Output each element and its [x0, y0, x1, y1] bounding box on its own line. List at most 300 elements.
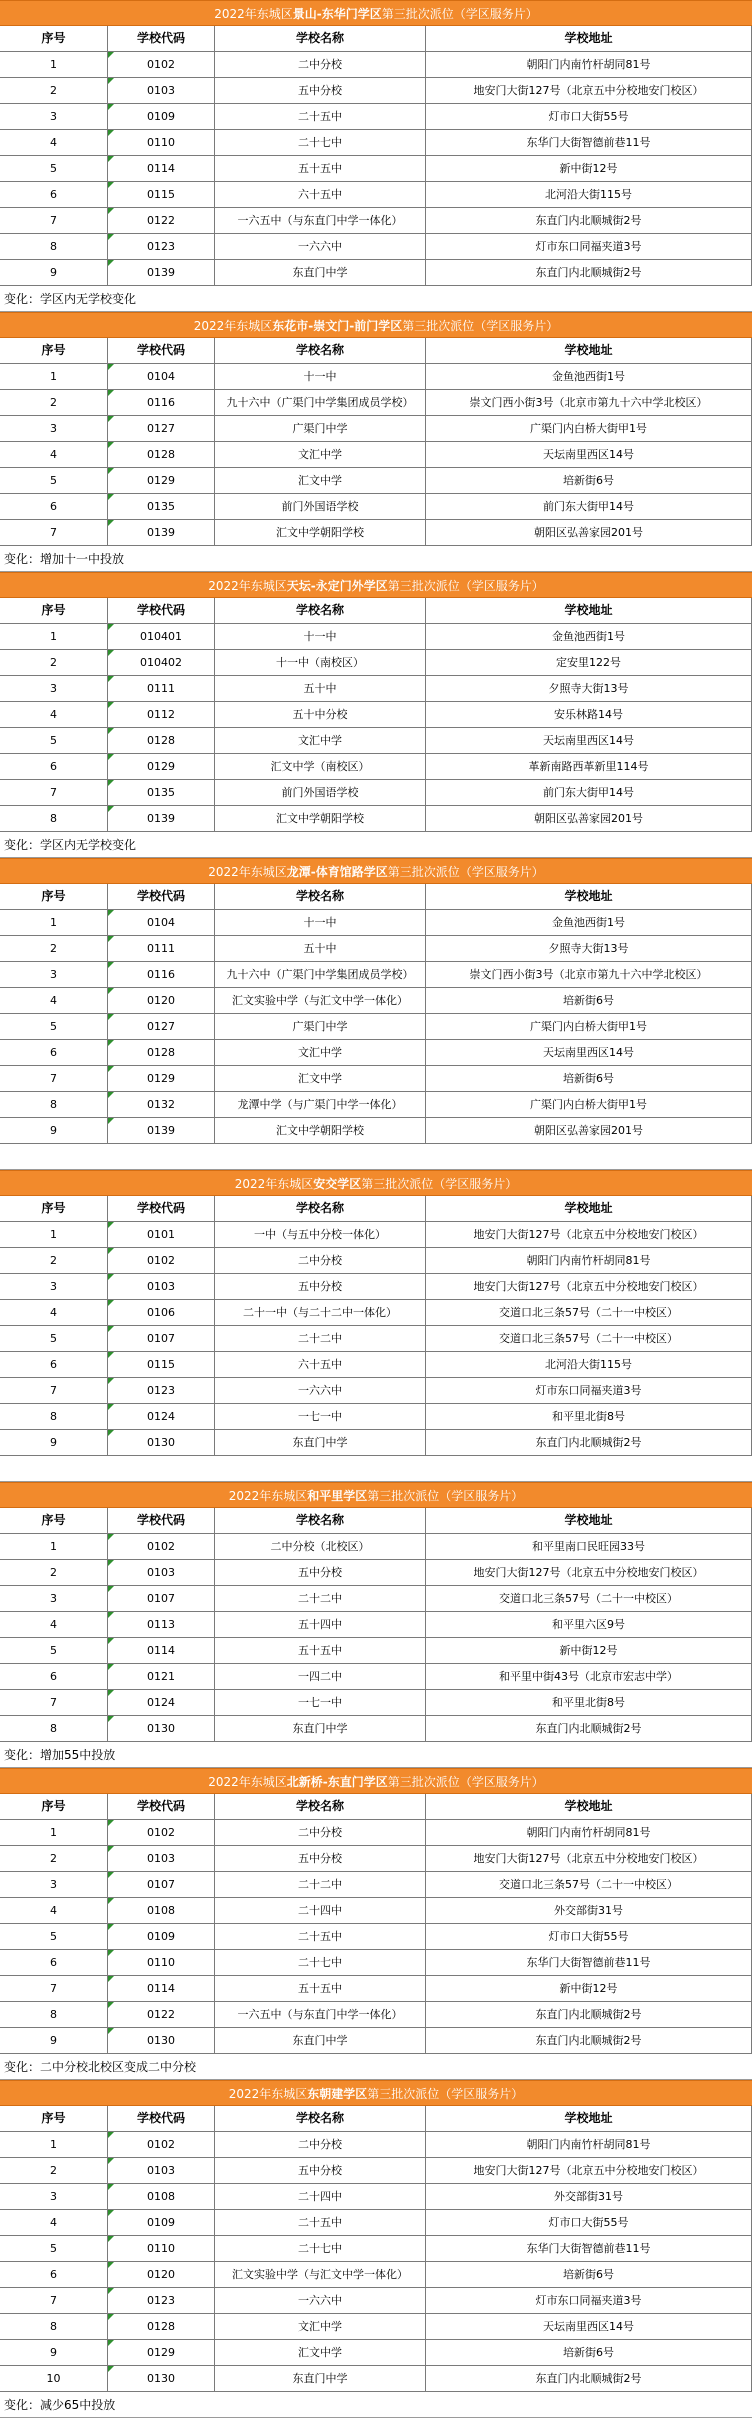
- school-name-cell[interactable]: 五十四中: [214, 1612, 425, 1637]
- school-name-cell[interactable]: 文汇中学: [214, 728, 425, 753]
- code-cell[interactable]: 010401: [107, 624, 214, 649]
- header-seq-cell[interactable]: 序号: [41, 603, 66, 617]
- header-seq-cell[interactable]: 序号: [41, 1799, 66, 1813]
- seq-cell[interactable]: 6: [50, 1670, 57, 1683]
- address-cell[interactable]: 灯市口大街55号: [425, 2210, 752, 2235]
- seq-cell[interactable]: 2: [50, 1566, 57, 1579]
- code-cell[interactable]: 0102: [107, 1820, 214, 1845]
- address-cell[interactable]: 前门东大街甲14号: [425, 494, 752, 519]
- school-name-cell[interactable]: 文汇中学: [214, 442, 425, 467]
- address-cell[interactable]: 金鱼池西街1号: [425, 910, 752, 935]
- header-address-cell[interactable]: 学校地址: [425, 598, 752, 623]
- header-code-cell[interactable]: 学校代码: [107, 338, 214, 363]
- school-name-cell[interactable]: 二十七中: [214, 130, 425, 155]
- header-address-cell[interactable]: 学校地址: [425, 338, 752, 363]
- school-name-cell[interactable]: 一六五中（与东直门中学一体化）: [214, 208, 425, 233]
- address-cell[interactable]: 和平里中街43号（北京市宏志中学）: [425, 1664, 752, 1689]
- code-cell[interactable]: 0129: [107, 1066, 214, 1091]
- seq-cell[interactable]: 1: [50, 1228, 57, 1241]
- school-name-cell[interactable]: 九十六中（广渠门中学集团成员学校）: [214, 390, 425, 415]
- address-cell[interactable]: 朝阳门内南竹杆胡同81号: [425, 1248, 752, 1273]
- seq-cell[interactable]: 6: [50, 500, 57, 513]
- code-cell[interactable]: 0107: [107, 1326, 214, 1351]
- address-cell[interactable]: 和平里南口民旺园33号: [425, 1534, 752, 1559]
- change-note[interactable]: 变化：增加55中投放: [0, 1742, 752, 1768]
- code-cell[interactable]: 0124: [107, 1404, 214, 1429]
- seq-cell[interactable]: 2: [50, 2164, 57, 2177]
- header-seq-cell[interactable]: 序号: [41, 343, 66, 357]
- school-name-cell[interactable]: 二中分校: [214, 2132, 425, 2157]
- code-cell[interactable]: 0135: [107, 494, 214, 519]
- seq-cell[interactable]: 1: [50, 630, 57, 643]
- code-cell[interactable]: 0109: [107, 1924, 214, 1949]
- code-cell[interactable]: 0102: [107, 52, 214, 77]
- seq-cell[interactable]: 1: [50, 1540, 57, 1553]
- school-name-cell[interactable]: 一四二中: [214, 1664, 425, 1689]
- code-cell[interactable]: 0123: [107, 1378, 214, 1403]
- address-cell[interactable]: 东直门内北顺城街2号: [425, 2028, 752, 2053]
- address-cell[interactable]: 崇文门西小街3号（北京市第九十六中学北校区）: [425, 962, 752, 987]
- school-name-cell[interactable]: 五十五中: [214, 1638, 425, 1663]
- seq-cell[interactable]: 2: [50, 84, 57, 97]
- school-name-cell[interactable]: 一七一中: [214, 1404, 425, 1429]
- code-cell[interactable]: 0130: [107, 1716, 214, 1741]
- seq-cell[interactable]: 7: [50, 214, 57, 227]
- seq-cell[interactable]: 5: [50, 1644, 57, 1657]
- school-name-cell[interactable]: 东直门中学: [214, 260, 425, 285]
- address-cell[interactable]: 朝阳区弘善家园201号: [425, 520, 752, 545]
- school-name-cell[interactable]: 前门外国语学校: [214, 494, 425, 519]
- address-cell[interactable]: 培新街6号: [425, 2262, 752, 2287]
- seq-cell[interactable]: 9: [50, 1124, 57, 1137]
- school-name-cell[interactable]: 五中分校: [214, 2158, 425, 2183]
- code-cell[interactable]: 0104: [107, 364, 214, 389]
- header-school-name-cell[interactable]: 学校名称: [214, 1794, 425, 1819]
- seq-cell[interactable]: 1: [50, 916, 57, 929]
- address-cell[interactable]: 培新街6号: [425, 2340, 752, 2365]
- school-name-cell[interactable]: 十一中: [214, 364, 425, 389]
- school-name-cell[interactable]: 龙潭中学（与广渠门中学一体化）: [214, 1092, 425, 1117]
- code-cell[interactable]: 0113: [107, 1612, 214, 1637]
- seq-cell[interactable]: 6: [50, 760, 57, 773]
- code-cell[interactable]: 0122: [107, 208, 214, 233]
- code-cell[interactable]: 0104: [107, 910, 214, 935]
- school-name-cell[interactable]: 东直门中学: [214, 1716, 425, 1741]
- code-cell[interactable]: 0130: [107, 1430, 214, 1455]
- school-name-cell[interactable]: 二十二中: [214, 1872, 425, 1897]
- address-cell[interactable]: 外交部街31号: [425, 2184, 752, 2209]
- code-cell[interactable]: 0128: [107, 728, 214, 753]
- address-cell[interactable]: 交道口北三条57号（二十一中校区）: [425, 1872, 752, 1897]
- header-code-cell[interactable]: 学校代码: [107, 1794, 214, 1819]
- seq-cell[interactable]: 5: [50, 2242, 57, 2255]
- seq-cell[interactable]: 7: [50, 1384, 57, 1397]
- code-cell[interactable]: 0127: [107, 1014, 214, 1039]
- seq-cell[interactable]: 2: [50, 396, 57, 409]
- header-address-cell[interactable]: 学校地址: [425, 1196, 752, 1221]
- change-note[interactable]: 变化：二中分校北校区变成二中分校: [0, 2054, 752, 2080]
- seq-cell[interactable]: 4: [50, 1904, 57, 1917]
- seq-cell[interactable]: 6: [50, 1046, 57, 1059]
- school-name-cell[interactable]: 广渠门中学: [214, 1014, 425, 1039]
- school-name-cell[interactable]: 一中（与五中分校一体化）: [214, 1222, 425, 1247]
- address-cell[interactable]: 地安门大街127号（北京五中分校地安门校区）: [425, 1560, 752, 1585]
- address-cell[interactable]: 培新街6号: [425, 468, 752, 493]
- address-cell[interactable]: 交道口北三条57号（二十一中校区）: [425, 1326, 752, 1351]
- address-cell[interactable]: 北河沿大街115号: [425, 1352, 752, 1377]
- address-cell[interactable]: 前门东大街甲14号: [425, 780, 752, 805]
- seq-cell[interactable]: 4: [50, 994, 57, 1007]
- school-name-cell[interactable]: 汇文中学朝阳学校: [214, 806, 425, 831]
- change-note[interactable]: 变化：增加十一中投放: [0, 546, 752, 572]
- seq-cell[interactable]: 7: [50, 2294, 57, 2307]
- code-cell[interactable]: 0110: [107, 1950, 214, 1975]
- school-name-cell[interactable]: 汇文中学朝阳学校: [214, 1118, 425, 1143]
- header-code-cell[interactable]: 学校代码: [107, 26, 214, 51]
- school-name-cell[interactable]: 二中分校（北校区）: [214, 1534, 425, 1559]
- header-school-name-cell[interactable]: 学校名称: [214, 1196, 425, 1221]
- school-name-cell[interactable]: 前门外国语学校: [214, 780, 425, 805]
- school-name-cell[interactable]: 九十六中（广渠门中学集团成员学校）: [214, 962, 425, 987]
- school-name-cell[interactable]: 二中分校: [214, 52, 425, 77]
- school-name-cell[interactable]: 汇文中学（南校区）: [214, 754, 425, 779]
- seq-cell[interactable]: 8: [50, 1410, 57, 1423]
- seq-cell[interactable]: 5: [50, 734, 57, 747]
- code-cell[interactable]: 0123: [107, 234, 214, 259]
- school-name-cell[interactable]: 文汇中学: [214, 2314, 425, 2339]
- address-cell[interactable]: 广渠门内白桥大街甲1号: [425, 416, 752, 441]
- blank-row[interactable]: [0, 1456, 752, 1482]
- school-name-cell[interactable]: 一六六中: [214, 2288, 425, 2313]
- seq-cell[interactable]: 7: [50, 786, 57, 799]
- seq-cell[interactable]: 5: [50, 474, 57, 487]
- school-name-cell[interactable]: 二十五中: [214, 2210, 425, 2235]
- school-name-cell[interactable]: 二中分校: [214, 1248, 425, 1273]
- seq-cell[interactable]: 1: [50, 1826, 57, 1839]
- school-name-cell[interactable]: 五中分校: [214, 1560, 425, 1585]
- address-cell[interactable]: 东华门大街智德前巷11号: [425, 1950, 752, 1975]
- seq-cell[interactable]: 3: [50, 1280, 57, 1293]
- code-cell[interactable]: 0114: [107, 156, 214, 181]
- seq-cell[interactable]: 3: [50, 968, 57, 981]
- address-cell[interactable]: 广渠门内白桥大街甲1号: [425, 1092, 752, 1117]
- code-cell[interactable]: 0103: [107, 2158, 214, 2183]
- code-cell[interactable]: 0127: [107, 416, 214, 441]
- school-name-cell[interactable]: 五十中: [214, 936, 425, 961]
- code-cell[interactable]: 0130: [107, 2028, 214, 2053]
- seq-cell[interactable]: 1: [50, 2138, 57, 2151]
- address-cell[interactable]: 地安门大街127号（北京五中分校地安门校区）: [425, 1846, 752, 1871]
- code-cell[interactable]: 0139: [107, 806, 214, 831]
- address-cell[interactable]: 交道口北三条57号（二十一中校区）: [425, 1300, 752, 1325]
- seq-cell[interactable]: 9: [50, 266, 57, 279]
- address-cell[interactable]: 地安门大街127号（北京五中分校地安门校区）: [425, 2158, 752, 2183]
- code-cell[interactable]: 0111: [107, 936, 214, 961]
- address-cell[interactable]: 朝阳门内南竹杆胡同81号: [425, 2132, 752, 2157]
- seq-cell[interactable]: 1: [50, 58, 57, 71]
- seq-cell[interactable]: 4: [50, 448, 57, 461]
- seq-cell[interactable]: 4: [50, 136, 57, 149]
- address-cell[interactable]: 天坛南里西区14号: [425, 442, 752, 467]
- header-school-name-cell[interactable]: 学校名称: [214, 338, 425, 363]
- header-code-cell[interactable]: 学校代码: [107, 598, 214, 623]
- address-cell[interactable]: 东直门内北顺城街2号: [425, 208, 752, 233]
- header-code-cell[interactable]: 学校代码: [107, 1196, 214, 1221]
- school-name-cell[interactable]: 汇文中学: [214, 468, 425, 493]
- seq-cell[interactable]: 2: [50, 942, 57, 955]
- seq-cell[interactable]: 1: [50, 370, 57, 383]
- seq-cell[interactable]: 2: [50, 1254, 57, 1267]
- address-cell[interactable]: 天坛南里西区14号: [425, 2314, 752, 2339]
- school-name-cell[interactable]: 五十五中: [214, 156, 425, 181]
- header-school-name-cell[interactable]: 学校名称: [214, 26, 425, 51]
- code-cell[interactable]: 0109: [107, 104, 214, 129]
- school-name-cell[interactable]: 五中分校: [214, 1846, 425, 1871]
- seq-cell[interactable]: 5: [50, 1332, 57, 1345]
- code-cell[interactable]: 0102: [107, 2132, 214, 2157]
- school-name-cell[interactable]: 汇文中学: [214, 2340, 425, 2365]
- code-cell[interactable]: 0114: [107, 1638, 214, 1663]
- school-name-cell[interactable]: 十一中: [214, 910, 425, 935]
- seq-cell[interactable]: 5: [50, 1020, 57, 1033]
- address-cell[interactable]: 朝阳区弘善家园201号: [425, 806, 752, 831]
- address-cell[interactable]: 天坛南里西区14号: [425, 728, 752, 753]
- code-cell[interactable]: 0111: [107, 676, 214, 701]
- school-name-cell[interactable]: 五十五中: [214, 1976, 425, 2001]
- seq-cell[interactable]: 8: [50, 1722, 57, 1735]
- address-cell[interactable]: 灯市东口同福夹道3号: [425, 234, 752, 259]
- school-name-cell[interactable]: 十一中: [214, 624, 425, 649]
- seq-cell[interactable]: 6: [50, 188, 57, 201]
- school-name-cell[interactable]: 汇文中学: [214, 1066, 425, 1091]
- code-cell[interactable]: 0116: [107, 962, 214, 987]
- seq-cell[interactable]: 7: [50, 1982, 57, 1995]
- address-cell[interactable]: 灯市东口同福夹道3号: [425, 2288, 752, 2313]
- address-cell[interactable]: 和平里北街8号: [425, 1404, 752, 1429]
- code-cell[interactable]: 0129: [107, 468, 214, 493]
- seq-cell[interactable]: 8: [50, 1098, 57, 1111]
- address-cell[interactable]: 革新南路西革新里114号: [425, 754, 752, 779]
- school-name-cell[interactable]: 汇文中学朝阳学校: [214, 520, 425, 545]
- code-cell[interactable]: 0120: [107, 988, 214, 1013]
- school-name-cell[interactable]: 一六五中（与东直门中学一体化）: [214, 2002, 425, 2027]
- code-cell[interactable]: 0102: [107, 1248, 214, 1273]
- address-cell[interactable]: 和平里北街8号: [425, 1690, 752, 1715]
- school-name-cell[interactable]: 一七一中: [214, 1690, 425, 1715]
- seq-cell[interactable]: 6: [50, 1956, 57, 1969]
- seq-cell[interactable]: 9: [50, 1436, 57, 1449]
- address-cell[interactable]: 东直门内北顺城街2号: [425, 260, 752, 285]
- header-school-name-cell[interactable]: 学校名称: [214, 2106, 425, 2131]
- code-cell[interactable]: 0114: [107, 1976, 214, 2001]
- code-cell[interactable]: 010402: [107, 650, 214, 675]
- address-cell[interactable]: 地安门大街127号（北京五中分校地安门校区）: [425, 1222, 752, 1247]
- seq-cell[interactable]: 4: [50, 1306, 57, 1319]
- school-name-cell[interactable]: 东直门中学: [214, 2028, 425, 2053]
- code-cell[interactable]: 0109: [107, 2210, 214, 2235]
- code-cell[interactable]: 0103: [107, 78, 214, 103]
- school-name-cell[interactable]: 五十中: [214, 676, 425, 701]
- address-cell[interactable]: 安乐林路14号: [425, 702, 752, 727]
- seq-cell[interactable]: 3: [50, 1592, 57, 1605]
- code-cell[interactable]: 0129: [107, 754, 214, 779]
- seq-cell[interactable]: 8: [50, 2008, 57, 2021]
- address-cell[interactable]: 朝阳门内南竹杆胡同81号: [425, 1820, 752, 1845]
- address-cell[interactable]: 东直门内北顺城街2号: [425, 2002, 752, 2027]
- school-name-cell[interactable]: 二十五中: [214, 1924, 425, 1949]
- code-cell[interactable]: 0110: [107, 2236, 214, 2261]
- code-cell[interactable]: 0121: [107, 1664, 214, 1689]
- address-cell[interactable]: 交道口北三条57号（二十一中校区）: [425, 1586, 752, 1611]
- header-school-name-cell[interactable]: 学校名称: [214, 1508, 425, 1533]
- header-code-cell[interactable]: 学校代码: [107, 2106, 214, 2131]
- code-cell[interactable]: 0135: [107, 780, 214, 805]
- header-seq-cell[interactable]: 序号: [41, 1513, 66, 1527]
- seq-cell[interactable]: 10: [46, 2372, 61, 2385]
- school-name-cell[interactable]: 汇文实验中学（与汇文中学一体化）: [214, 988, 425, 1013]
- header-seq-cell[interactable]: 序号: [41, 889, 66, 903]
- school-name-cell[interactable]: 二十五中: [214, 104, 425, 129]
- seq-cell[interactable]: 8: [50, 240, 57, 253]
- code-cell[interactable]: 0128: [107, 1040, 214, 1065]
- address-cell[interactable]: 夕照寺大街13号: [425, 936, 752, 961]
- code-cell[interactable]: 0103: [107, 1560, 214, 1585]
- school-name-cell[interactable]: 二中分校: [214, 1820, 425, 1845]
- code-cell[interactable]: 0101: [107, 1222, 214, 1247]
- header-address-cell[interactable]: 学校地址: [425, 26, 752, 51]
- school-name-cell[interactable]: 广渠门中学: [214, 416, 425, 441]
- header-code-cell[interactable]: 学校代码: [107, 884, 214, 909]
- header-seq-cell[interactable]: 序号: [41, 31, 66, 45]
- code-cell[interactable]: 0120: [107, 2262, 214, 2287]
- seq-cell[interactable]: 2: [50, 1852, 57, 1865]
- seq-cell[interactable]: 3: [50, 422, 57, 435]
- school-name-cell[interactable]: 六十五中: [214, 182, 425, 207]
- address-cell[interactable]: 灯市口大街55号: [425, 104, 752, 129]
- seq-cell[interactable]: 3: [50, 1878, 57, 1891]
- header-seq-cell[interactable]: 序号: [41, 2111, 66, 2125]
- seq-cell[interactable]: 5: [50, 1930, 57, 1943]
- school-name-cell[interactable]: 二十七中: [214, 1950, 425, 1975]
- seq-cell[interactable]: 5: [50, 162, 57, 175]
- code-cell[interactable]: 0110: [107, 130, 214, 155]
- code-cell[interactable]: 0107: [107, 1586, 214, 1611]
- code-cell[interactable]: 0139: [107, 260, 214, 285]
- code-cell[interactable]: 0108: [107, 1898, 214, 1923]
- address-cell[interactable]: 东直门内北顺城街2号: [425, 2366, 752, 2391]
- seq-cell[interactable]: 3: [50, 682, 57, 695]
- code-cell[interactable]: 0102: [107, 1534, 214, 1559]
- school-name-cell[interactable]: 二十四中: [214, 1898, 425, 1923]
- school-name-cell[interactable]: 东直门中学: [214, 1430, 425, 1455]
- seq-cell[interactable]: 6: [50, 1358, 57, 1371]
- address-cell[interactable]: 金鱼池西街1号: [425, 624, 752, 649]
- address-cell[interactable]: 地安门大街127号（北京五中分校地安门校区）: [425, 1274, 752, 1299]
- header-school-name-cell[interactable]: 学校名称: [214, 884, 425, 909]
- code-cell[interactable]: 0115: [107, 1352, 214, 1377]
- address-cell[interactable]: 地安门大街127号（北京五中分校地安门校区）: [425, 78, 752, 103]
- seq-cell[interactable]: 4: [50, 1618, 57, 1631]
- address-cell[interactable]: 金鱼池西街1号: [425, 364, 752, 389]
- code-cell[interactable]: 0116: [107, 390, 214, 415]
- change-note[interactable]: 变化：学区内无学校变化: [0, 832, 752, 858]
- school-name-cell[interactable]: 二十一中（与二十二中一体化）: [214, 1300, 425, 1325]
- school-name-cell[interactable]: 五十中分校: [214, 702, 425, 727]
- code-cell[interactable]: 0139: [107, 1118, 214, 1143]
- school-name-cell[interactable]: 文汇中学: [214, 1040, 425, 1065]
- seq-cell[interactable]: 8: [50, 812, 57, 825]
- seq-cell[interactable]: 9: [50, 2346, 57, 2359]
- seq-cell[interactable]: 9: [50, 2034, 57, 2047]
- code-cell[interactable]: 0103: [107, 1846, 214, 1871]
- address-cell[interactable]: 培新街6号: [425, 988, 752, 1013]
- address-cell[interactable]: 灯市口大街55号: [425, 1924, 752, 1949]
- change-note[interactable]: 变化：减少65中投放: [0, 2392, 752, 2418]
- header-address-cell[interactable]: 学校地址: [425, 1508, 752, 1533]
- school-name-cell[interactable]: 二十二中: [214, 1326, 425, 1351]
- address-cell[interactable]: 新中街12号: [425, 156, 752, 181]
- seq-cell[interactable]: 3: [50, 2190, 57, 2203]
- code-cell[interactable]: 0122: [107, 2002, 214, 2027]
- address-cell[interactable]: 定安里122号: [425, 650, 752, 675]
- code-cell[interactable]: 0130: [107, 2366, 214, 2391]
- header-address-cell[interactable]: 学校地址: [425, 1794, 752, 1819]
- code-cell[interactable]: 0129: [107, 2340, 214, 2365]
- header-code-cell[interactable]: 学校代码: [107, 1508, 214, 1533]
- code-cell[interactable]: 0128: [107, 2314, 214, 2339]
- header-address-cell[interactable]: 学校地址: [425, 884, 752, 909]
- school-name-cell[interactable]: 五中分校: [214, 78, 425, 103]
- address-cell[interactable]: 天坛南里西区14号: [425, 1040, 752, 1065]
- address-cell[interactable]: 新中街12号: [425, 1638, 752, 1663]
- school-name-cell[interactable]: 十一中（南校区）: [214, 650, 425, 675]
- school-name-cell[interactable]: 二十四中: [214, 2184, 425, 2209]
- seq-cell[interactable]: 8: [50, 2320, 57, 2333]
- seq-cell[interactable]: 4: [50, 708, 57, 721]
- code-cell[interactable]: 0103: [107, 1274, 214, 1299]
- seq-cell[interactable]: 7: [50, 1072, 57, 1085]
- address-cell[interactable]: 夕照寺大街13号: [425, 676, 752, 701]
- address-cell[interactable]: 北河沿大街115号: [425, 182, 752, 207]
- code-cell[interactable]: 0106: [107, 1300, 214, 1325]
- school-name-cell[interactable]: 一六六中: [214, 1378, 425, 1403]
- address-cell[interactable]: 东华门大街智德前巷11号: [425, 130, 752, 155]
- address-cell[interactable]: 和平里六区9号: [425, 1612, 752, 1637]
- code-cell[interactable]: 0108: [107, 2184, 214, 2209]
- code-cell[interactable]: 0132: [107, 1092, 214, 1117]
- address-cell[interactable]: 新中街12号: [425, 1976, 752, 2001]
- seq-cell[interactable]: 7: [50, 526, 57, 539]
- address-cell[interactable]: 培新街6号: [425, 1066, 752, 1091]
- blank-row[interactable]: [0, 1144, 752, 1170]
- address-cell[interactable]: 东直门内北顺城街2号: [425, 1430, 752, 1455]
- code-cell[interactable]: 0112: [107, 702, 214, 727]
- school-name-cell[interactable]: 二十二中: [214, 1586, 425, 1611]
- code-cell[interactable]: 0128: [107, 442, 214, 467]
- address-cell[interactable]: 外交部街31号: [425, 1898, 752, 1923]
- code-cell[interactable]: 0139: [107, 520, 214, 545]
- school-name-cell[interactable]: 二十七中: [214, 2236, 425, 2261]
- seq-cell[interactable]: 3: [50, 110, 57, 123]
- address-cell[interactable]: 朝阳门内南竹杆胡同81号: [425, 52, 752, 77]
- change-note[interactable]: 变化：学区内无学校变化: [0, 286, 752, 312]
- code-cell[interactable]: 0115: [107, 182, 214, 207]
- school-name-cell[interactable]: 一六六中: [214, 234, 425, 259]
- address-cell[interactable]: 东华门大街智德前巷11号: [425, 2236, 752, 2261]
- address-cell[interactable]: 朝阳区弘善家园201号: [425, 1118, 752, 1143]
- address-cell[interactable]: 东直门内北顺城街2号: [425, 1716, 752, 1741]
- header-school-name-cell[interactable]: 学校名称: [214, 598, 425, 623]
